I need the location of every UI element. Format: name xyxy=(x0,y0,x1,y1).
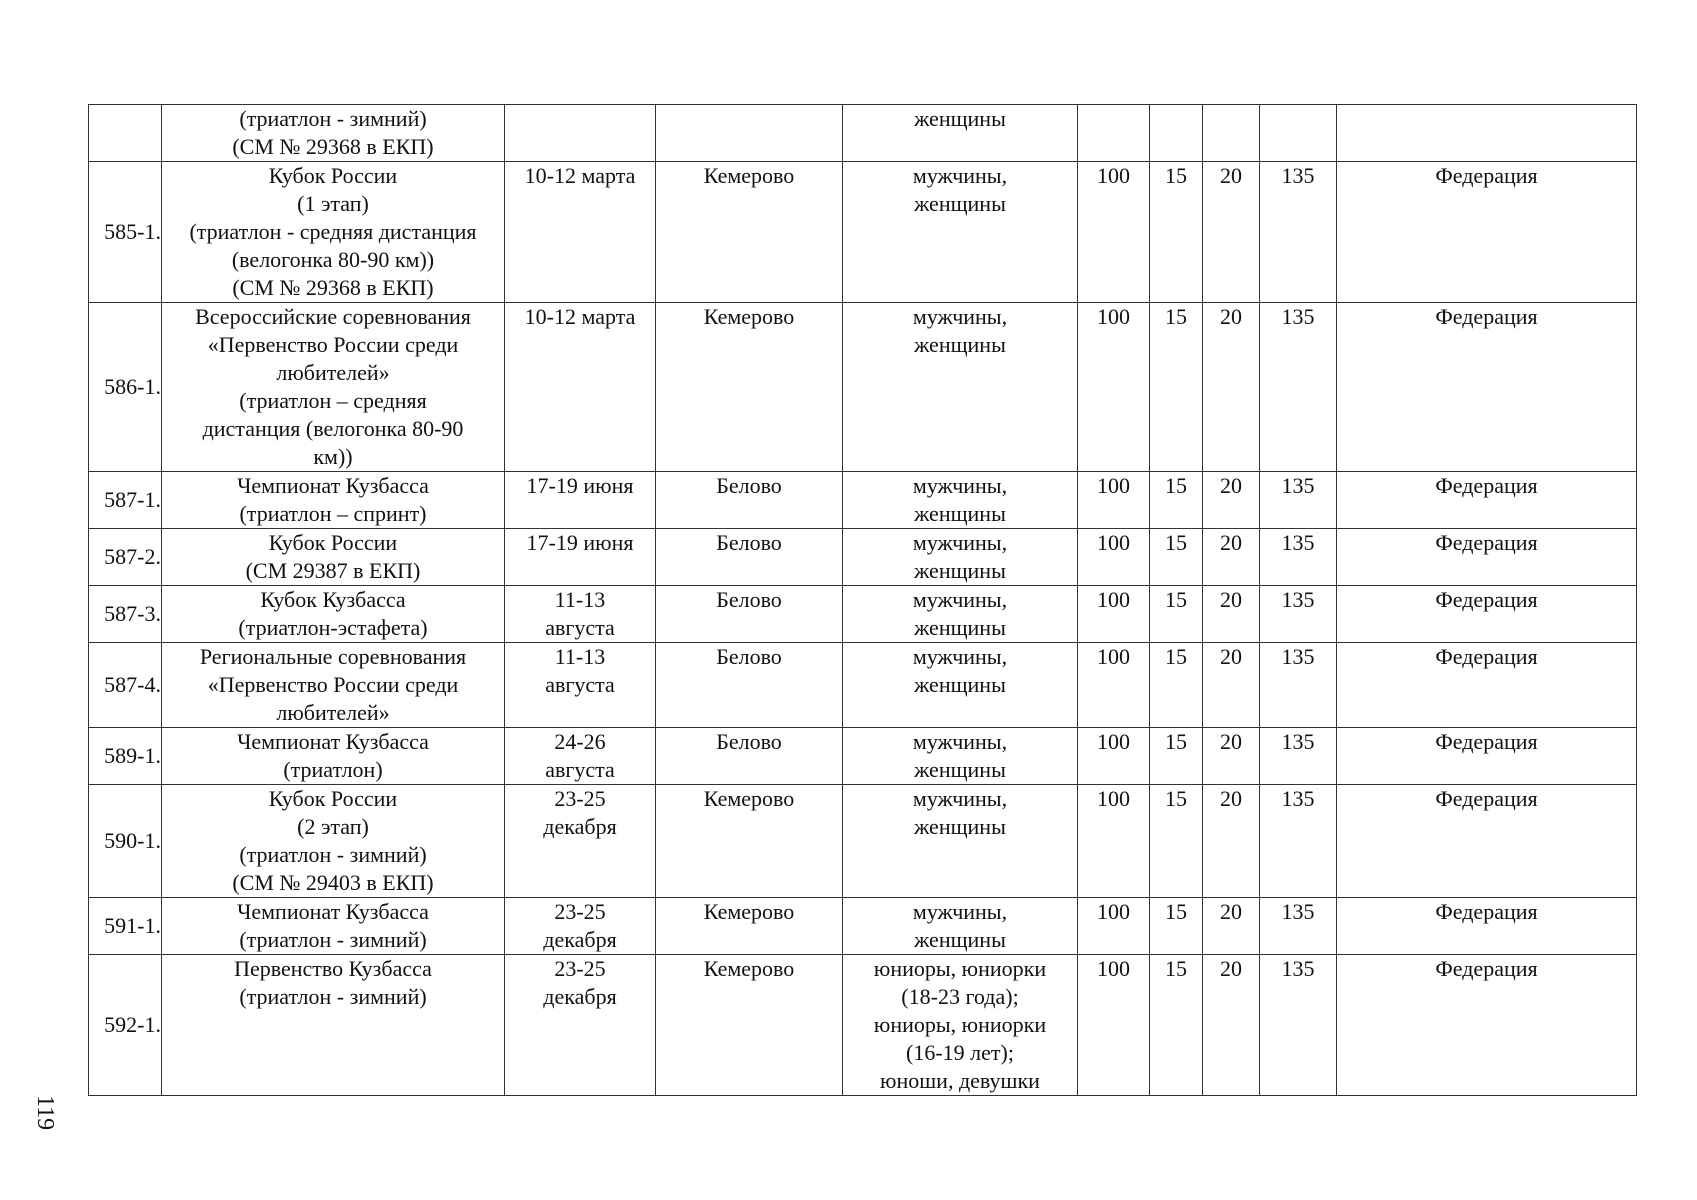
participants-cell-line: женщины xyxy=(914,332,1006,357)
organizer-cell: Федерация xyxy=(1337,162,1637,303)
event-name-cell-line: (триатлон - зимний) xyxy=(239,106,427,131)
event-name-cell-line: дистанция (велогонка 80-90 xyxy=(202,416,464,441)
row-number-cell: 590-1. xyxy=(89,785,162,898)
count-cell-total: 135 xyxy=(1260,162,1337,303)
event-dates-cell-line: августа xyxy=(545,757,615,782)
table-row xyxy=(89,303,1637,472)
count-cell-1: 100 xyxy=(1078,643,1150,728)
participants-cell-line: женщины xyxy=(914,757,1006,782)
count-cell-1 xyxy=(1078,105,1150,162)
event-place-cell: Белово xyxy=(656,472,843,529)
event-name-cell-line: (СМ № 29403 в ЕКП) xyxy=(232,870,434,895)
participants-cell xyxy=(843,162,1078,303)
event-dates-cell-line: декабря xyxy=(543,814,617,839)
event-name-cell-line: любителей» xyxy=(276,700,390,725)
count-cell-1: 100 xyxy=(1078,898,1150,955)
event-name-cell-line: Чемпионат Кузбасса xyxy=(237,729,429,754)
event-dates-cell xyxy=(505,586,656,643)
table-row xyxy=(89,162,1637,303)
participants-cell-line: мужчины, xyxy=(912,729,1008,754)
count-cell-2: 15 xyxy=(1150,162,1203,303)
event-dates-cell xyxy=(505,303,656,472)
row-number-cell: 587-4. xyxy=(89,643,162,728)
event-name-cell-line: Кубок России xyxy=(268,163,398,188)
participants-cell-line: (18-23 года); xyxy=(901,984,1019,1009)
event-dates-cell xyxy=(505,955,656,1096)
row-number-cell: 587-1. xyxy=(89,472,162,529)
participants-cell-line: мужчины, xyxy=(912,473,1008,498)
event-dates-cell-line: 23-25 xyxy=(554,899,606,924)
participants-cell-line: юниоры, юниорки xyxy=(873,1012,1047,1037)
organizer-cell: Федерация xyxy=(1337,728,1637,785)
count-cell-3: 20 xyxy=(1203,898,1260,955)
organizer-cell: Федерация xyxy=(1337,586,1637,643)
event-dates-cell xyxy=(505,728,656,785)
participants-cell-line: женщины xyxy=(914,558,1006,583)
count-cell-2: 15 xyxy=(1150,529,1203,586)
row-number-cell: 592-1. xyxy=(89,955,162,1096)
count-cell-2: 15 xyxy=(1150,955,1203,1096)
event-name-cell xyxy=(162,955,505,1096)
event-dates-cell-line: 11-13 xyxy=(554,644,606,669)
table-row xyxy=(89,728,1637,785)
events-schedule-table xyxy=(88,104,1637,1096)
count-cell-total: 135 xyxy=(1260,785,1337,898)
organizer-cell xyxy=(1337,105,1637,162)
event-name-cell xyxy=(162,529,505,586)
event-name-cell xyxy=(162,728,505,785)
event-name-cell-line: (СМ № 29368 в ЕКП) xyxy=(232,275,434,300)
organizer-cell: Федерация xyxy=(1337,303,1637,472)
row-number-cell: 587-3. xyxy=(89,586,162,643)
event-name-cell xyxy=(162,105,505,162)
event-place-cell: Кемерово xyxy=(656,303,843,472)
event-name-cell-line: (триатлон - зимний) xyxy=(239,927,427,952)
organizer-cell: Федерация xyxy=(1337,643,1637,728)
event-place-cell xyxy=(656,105,843,162)
count-cell-2: 15 xyxy=(1150,785,1203,898)
event-dates-cell xyxy=(505,785,656,898)
table-body xyxy=(89,105,1637,1096)
table-row xyxy=(89,955,1637,1096)
event-name-cell-line: Региональные соревнования xyxy=(199,644,467,669)
event-name-cell-line: (СМ № 29368 в ЕКП) xyxy=(232,134,434,159)
event-place-cell: Кемерово xyxy=(656,785,843,898)
organizer-cell: Федерация xyxy=(1337,529,1637,586)
table-row xyxy=(89,529,1637,586)
count-cell-2: 15 xyxy=(1150,586,1203,643)
event-dates-cell-line: 10-12 марта xyxy=(524,163,636,188)
participants-cell xyxy=(843,728,1078,785)
count-cell-3: 20 xyxy=(1203,162,1260,303)
participants-cell-line: мужчины, xyxy=(912,899,1008,924)
participants-cell-line: женщины xyxy=(914,814,1006,839)
count-cell-2: 15 xyxy=(1150,728,1203,785)
count-cell-3: 20 xyxy=(1203,643,1260,728)
row-number-cell: 589-1. xyxy=(89,728,162,785)
participants-cell-line: женщины xyxy=(914,501,1006,526)
participants-cell-line: (16-19 лет); xyxy=(906,1040,1014,1065)
event-name-cell-line: (1 этап) xyxy=(297,191,369,216)
event-dates-cell-line: 10-12 марта xyxy=(524,304,636,329)
event-name-cell-line: «Первенство России среди xyxy=(207,332,459,357)
event-name-cell-line: (велогонка 80-90 км)) xyxy=(231,247,435,272)
participants-cell xyxy=(843,785,1078,898)
count-cell-2 xyxy=(1150,105,1203,162)
event-name-cell-line: (триатлон - средняя дистанция xyxy=(189,219,477,244)
count-cell-total: 135 xyxy=(1260,955,1337,1096)
row-number-cell xyxy=(89,105,162,162)
event-name-cell xyxy=(162,898,505,955)
event-name-cell-line: (2 этап) xyxy=(297,814,369,839)
event-dates-cell-line: 17-19 июня xyxy=(526,473,634,498)
event-name-cell-line: Кубок России xyxy=(268,530,398,555)
event-place-cell: Белово xyxy=(656,643,843,728)
count-cell-total: 135 xyxy=(1260,586,1337,643)
row-number-cell: 587-2. xyxy=(89,529,162,586)
count-cell-3: 20 xyxy=(1203,785,1260,898)
organizer-cell: Федерация xyxy=(1337,898,1637,955)
count-cell-3: 20 xyxy=(1203,728,1260,785)
count-cell-total: 135 xyxy=(1260,898,1337,955)
event-name-cell-line: (триатлон-эстафета) xyxy=(238,615,428,640)
event-place-cell: Белово xyxy=(656,529,843,586)
event-dates-cell xyxy=(505,529,656,586)
event-name-cell-line: Первенство Кузбасса xyxy=(234,956,432,981)
participants-cell-line: женщины xyxy=(914,672,1006,697)
table-row xyxy=(89,898,1637,955)
event-dates-cell-line: 23-25 xyxy=(554,786,606,811)
event-name-cell-line: (СМ 29387 в ЕКП) xyxy=(245,558,421,583)
event-name-cell-line: (триатлон - зимний) xyxy=(239,984,427,1009)
event-name-cell-line: Кубок Кузбасса xyxy=(260,587,406,612)
participants-cell-line: мужчины, xyxy=(912,644,1008,669)
count-cell-total: 135 xyxy=(1260,529,1337,586)
event-dates-cell-line: 23-25 xyxy=(554,956,606,981)
organizer-cell: Федерация xyxy=(1337,785,1637,898)
row-number-cell: 591-1. xyxy=(89,898,162,955)
event-dates-cell-line: 11-13 xyxy=(554,587,606,612)
participants-cell-line: юниоры, юниорки xyxy=(873,956,1047,981)
event-dates-cell-line: декабря xyxy=(543,984,617,1009)
event-place-cell: Кемерово xyxy=(656,162,843,303)
count-cell-3: 20 xyxy=(1203,586,1260,643)
event-dates-cell-line: 17-19 июня xyxy=(526,530,634,555)
participants-cell-line: мужчины, xyxy=(912,304,1008,329)
count-cell-1: 100 xyxy=(1078,728,1150,785)
event-place-cell: Белово xyxy=(656,586,843,643)
count-cell-total: 135 xyxy=(1260,728,1337,785)
participants-cell xyxy=(843,898,1078,955)
event-name-cell-line: Кубок России xyxy=(268,786,398,811)
participants-cell xyxy=(843,643,1078,728)
event-name-cell-line: Всероссийские соревнования xyxy=(195,304,471,329)
event-dates-cell-line: августа xyxy=(545,672,615,697)
event-place-cell: Белово xyxy=(656,728,843,785)
participants-cell-line: женщины xyxy=(914,106,1006,131)
participants-cell xyxy=(843,303,1078,472)
count-cell-2: 15 xyxy=(1150,643,1203,728)
event-name-cell-line: (триатлон - зимний) xyxy=(239,842,427,867)
participants-cell xyxy=(843,586,1078,643)
row-number-cell: 585-1. xyxy=(89,162,162,303)
table-row xyxy=(89,105,1637,162)
event-place-cell: Кемерово xyxy=(656,898,843,955)
event-name-cell-line: «Первенство России среди xyxy=(207,672,459,697)
count-cell-3: 20 xyxy=(1203,955,1260,1096)
organizer-cell: Федерация xyxy=(1337,472,1637,529)
event-place-cell: Кемерово xyxy=(656,955,843,1096)
participants-cell-line: мужчины, xyxy=(912,587,1008,612)
organizer-cell: Федерация xyxy=(1337,955,1637,1096)
event-name-cell-line: (триатлон – средняя xyxy=(239,388,427,413)
event-name-cell xyxy=(162,586,505,643)
participants-cell xyxy=(843,472,1078,529)
event-name-cell-line: Чемпионат Кузбасса xyxy=(237,473,429,498)
event-name-cell xyxy=(162,162,505,303)
event-name-cell-line: (триатлон – спринт) xyxy=(239,501,427,526)
event-dates-cell xyxy=(505,162,656,303)
count-cell-1: 100 xyxy=(1078,529,1150,586)
participants-cell xyxy=(843,105,1078,162)
event-name-cell xyxy=(162,785,505,898)
table-row xyxy=(89,785,1637,898)
table-row xyxy=(89,472,1637,529)
participants-cell xyxy=(843,955,1078,1096)
count-cell-2: 15 xyxy=(1150,898,1203,955)
event-name-cell xyxy=(162,472,505,529)
count-cell-3 xyxy=(1203,105,1260,162)
count-cell-1: 100 xyxy=(1078,162,1150,303)
event-name-cell-line: Чемпионат Кузбасса xyxy=(237,899,429,924)
participants-cell-line: женщины xyxy=(914,615,1006,640)
count-cell-3: 20 xyxy=(1203,529,1260,586)
count-cell-2: 15 xyxy=(1150,472,1203,529)
count-cell-total: 135 xyxy=(1260,472,1337,529)
participants-cell-line: женщины xyxy=(914,191,1006,216)
participants-cell-line: женщины xyxy=(914,927,1006,952)
event-dates-cell-line: 24-26 xyxy=(554,729,606,754)
count-cell-total xyxy=(1260,105,1337,162)
table-row xyxy=(89,643,1637,728)
event-dates-cell xyxy=(505,643,656,728)
event-name-cell xyxy=(162,643,505,728)
page-number: 119 xyxy=(32,1095,58,1131)
event-dates-cell xyxy=(505,472,656,529)
count-cell-2: 15 xyxy=(1150,303,1203,472)
count-cell-3: 20 xyxy=(1203,303,1260,472)
event-name-cell-line: км)) xyxy=(313,444,353,469)
participants-cell-line: мужчины, xyxy=(912,163,1008,188)
count-cell-1: 100 xyxy=(1078,955,1150,1096)
event-name-cell-line: любителей» xyxy=(276,360,390,385)
count-cell-3: 20 xyxy=(1203,472,1260,529)
count-cell-1: 100 xyxy=(1078,472,1150,529)
event-dates-cell-line: августа xyxy=(545,615,615,640)
count-cell-total: 135 xyxy=(1260,643,1337,728)
participants-cell-line: мужчины, xyxy=(912,530,1008,555)
count-cell-1: 100 xyxy=(1078,303,1150,472)
participants-cell xyxy=(843,529,1078,586)
event-name-cell-line: (триатлон) xyxy=(283,757,383,782)
participants-cell-line: юноши, девушки xyxy=(880,1068,1040,1093)
count-cell-1: 100 xyxy=(1078,785,1150,898)
event-name-cell xyxy=(162,303,505,472)
row-number-cell: 586-1. xyxy=(89,303,162,472)
table-row xyxy=(89,586,1637,643)
count-cell-1: 100 xyxy=(1078,586,1150,643)
participants-cell-line: мужчины, xyxy=(912,786,1008,811)
event-dates-cell xyxy=(505,105,656,162)
count-cell-total: 135 xyxy=(1260,303,1337,472)
event-dates-cell-line: декабря xyxy=(543,927,617,952)
event-dates-cell xyxy=(505,898,656,955)
